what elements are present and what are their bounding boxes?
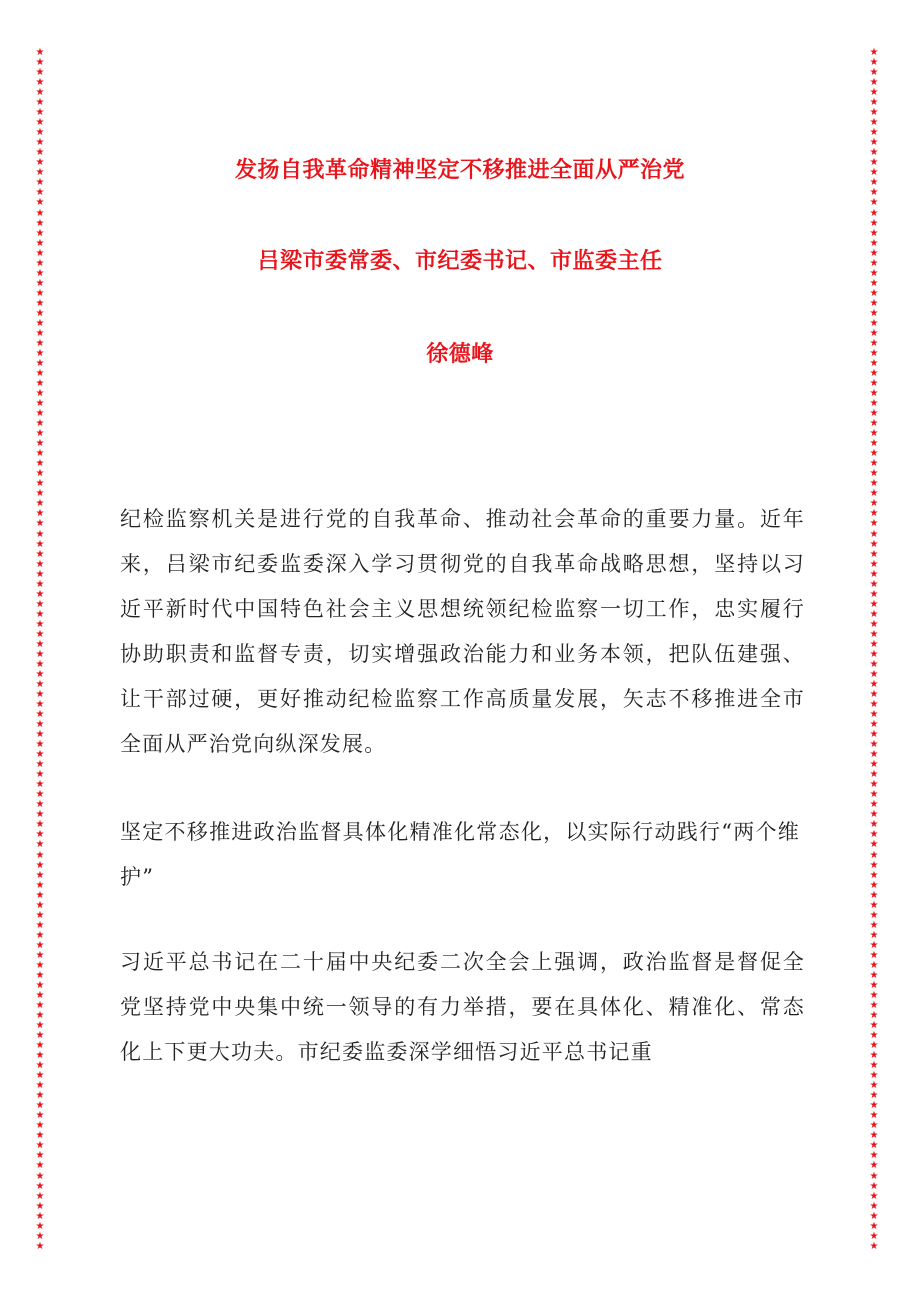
star-icon: ★: [35, 1230, 45, 1242]
star-icon: ★: [35, 989, 45, 1001]
star-icon: ★: [869, 1020, 879, 1032]
star-icon: ★: [35, 869, 45, 881]
star-icon: ★: [35, 197, 45, 209]
star-icon: ★: [869, 999, 879, 1011]
star-icon: ★: [35, 819, 45, 831]
star-icon: ★: [35, 1070, 45, 1082]
star-icon: ★: [869, 368, 879, 379]
star-icon: ★: [35, 267, 45, 279]
star-icon: ★: [869, 337, 879, 349]
star-icon: ★: [869, 628, 879, 640]
star-icon: ★: [35, 468, 45, 480]
star-icon: ★: [869, 1130, 879, 1142]
star-icon: ★: [35, 1210, 45, 1222]
star-icon: ★: [35, 428, 45, 440]
star-icon: ★: [35, 939, 45, 951]
star-icon: ★: [35, 97, 45, 109]
star-icon: ★: [869, 297, 879, 309]
star-icon: ★: [869, 478, 879, 490]
star-icon: ★: [869, 87, 879, 99]
star-icon: ★: [35, 297, 45, 309]
star-icon: ★: [35, 799, 45, 811]
star-icon: ★: [869, 969, 879, 981]
star-icon: ★: [869, 177, 879, 189]
star-icon: ★: [869, 388, 879, 400]
star-icon: ★: [35, 107, 45, 119]
star-icon: ★: [35, 1100, 45, 1112]
star-icon: ★: [869, 608, 879, 620]
star-icon: ★: [35, 548, 45, 560]
star-icon: ★: [869, 277, 879, 289]
star-icon: ★: [869, 257, 879, 269]
star-icon: ★: [869, 829, 879, 841]
star-icon: ★: [869, 1160, 879, 1172]
star-icon: ★: [869, 398, 879, 410]
star-icon: ★: [869, 357, 879, 369]
star-icon: ★: [869, 488, 879, 500]
star-icon: ★: [869, 1120, 879, 1132]
star-icon: ★: [869, 749, 879, 761]
star-icon: ★: [869, 839, 879, 851]
star-icon: ★: [35, 1120, 45, 1132]
star-icon: ★: [35, 438, 45, 450]
star-icon: ★: [869, 939, 879, 951]
star-icon: ★: [869, 187, 879, 199]
star-icon: ★: [35, 127, 45, 139]
star-icon: ★: [35, 378, 45, 390]
star-icon: ★: [869, 77, 879, 89]
star-icon: ★: [869, 347, 879, 359]
star-icon: ★: [869, 1170, 879, 1182]
star-icon: ★: [35, 257, 45, 269]
star-icon: ★: [35, 668, 45, 680]
star-icon: ★: [869, 1210, 879, 1222]
star-icon: ★: [869, 518, 879, 530]
star-icon: ★: [35, 1240, 45, 1252]
star-icon: ★: [35, 719, 45, 731]
star-icon: ★: [35, 488, 45, 500]
star-icon: ★: [35, 1030, 45, 1042]
star-icon: ★: [35, 347, 45, 359]
star-icon: ★: [869, 889, 879, 901]
star-icon: ★: [869, 538, 879, 550]
star-icon: ★: [35, 588, 45, 600]
star-icon: ★: [869, 1050, 879, 1062]
star-icon: ★: [35, 448, 45, 460]
star-icon: ★: [35, 959, 45, 971]
star-icon: ★: [35, 558, 45, 570]
star-icon: ★: [869, 809, 879, 821]
star-icon: ★: [869, 1140, 879, 1152]
star-icon: ★: [869, 929, 879, 941]
star-icon: ★: [869, 167, 879, 179]
star-icon: ★: [869, 919, 879, 931]
star-icon: ★: [35, 769, 45, 781]
star-icon: ★: [35, 368, 45, 379]
star-icon: ★: [35, 498, 45, 510]
star-icon: ★: [35, 227, 45, 239]
star-icon: ★: [35, 418, 45, 430]
star-icon: ★: [869, 207, 879, 219]
star-icon: ★: [869, 1070, 879, 1082]
star-icon: ★: [35, 1130, 45, 1142]
star-icon: ★: [869, 1220, 879, 1232]
star-icon: ★: [869, 127, 879, 139]
star-icon: ★: [35, 167, 45, 179]
star-icon: ★: [35, 568, 45, 580]
star-icon: ★: [869, 789, 879, 801]
star-icon: ★: [869, 1060, 879, 1072]
star-icon: ★: [35, 628, 45, 640]
star-icon: ★: [869, 317, 879, 329]
star-icon: ★: [35, 48, 45, 58]
star-icon: ★: [869, 287, 879, 299]
star-icon: ★: [869, 117, 879, 129]
star-icon: ★: [35, 618, 45, 630]
star-icon: ★: [869, 137, 879, 149]
star-icon: ★: [35, 217, 45, 229]
star-icon: ★: [869, 458, 879, 470]
star-icon: ★: [35, 849, 45, 861]
star-icon: ★: [35, 1110, 45, 1122]
star-icon: ★: [35, 147, 45, 159]
star-icon: ★: [869, 227, 879, 239]
star-icon: ★: [35, 177, 45, 189]
star-icon: ★: [35, 77, 45, 89]
star-icon: ★: [35, 678, 45, 690]
star-icon: ★: [35, 247, 45, 259]
star-icon: ★: [869, 588, 879, 600]
star-icon: ★: [869, 508, 879, 520]
star-icon: ★: [35, 327, 45, 339]
star-icon: ★: [869, 558, 879, 570]
body-paragraph-1: 纪检监察机关是进行党的自我革命、推动社会革命的重要力量。近年来，吕梁市纪委监委深入学习贯彻党的自我革命战略思想，坚持以习近平新时代中国特色社会主义思想统领纪检监察一切工作，忠实履行协助职责和监督专责，切实增强政治能力和业务本领，把队伍建强、让干部过硬，更好推动纪检监察工作高质量发展，矢志不移推进全市全面从严治党向纵深发展。: [120, 507, 805, 756]
star-icon: ★: [35, 1170, 45, 1182]
star-icon: ★: [35, 287, 45, 299]
star-icon: ★: [35, 1080, 45, 1092]
star-icon: ★: [869, 909, 879, 921]
star-icon: ★: [35, 67, 45, 79]
star-icon: ★: [35, 408, 45, 420]
star-icon: ★: [869, 97, 879, 109]
left-star-border: [34, 48, 46, 1253]
star-icon: ★: [869, 1190, 879, 1202]
star-icon: ★: [35, 899, 45, 911]
star-icon: ★: [869, 1110, 879, 1122]
star-icon: ★: [869, 1090, 879, 1102]
star-icon: ★: [35, 709, 45, 721]
star-icon: ★: [869, 709, 879, 721]
star-icon: ★: [869, 989, 879, 1001]
star-icon: ★: [35, 739, 45, 751]
star-icon: ★: [869, 1030, 879, 1042]
star-icon: ★: [35, 658, 45, 670]
star-icon: ★: [869, 57, 879, 69]
star-icon: ★: [35, 187, 45, 199]
star-icon: ★: [35, 689, 45, 700]
star-icon: ★: [869, 899, 879, 911]
star-icon: ★: [35, 1010, 45, 1021]
star-icon: ★: [869, 678, 879, 690]
star-icon: ★: [869, 1040, 879, 1052]
star-icon: ★: [35, 829, 45, 841]
star-icon: ★: [869, 769, 879, 781]
star-icon: ★: [35, 919, 45, 931]
star-icon: ★: [869, 879, 879, 891]
star-icon: ★: [869, 1010, 879, 1021]
star-icon: ★: [35, 608, 45, 620]
star-icon: ★: [35, 779, 45, 791]
star-icon: ★: [869, 237, 879, 249]
star-icon: ★: [869, 548, 879, 560]
right-star-border: [868, 48, 880, 1253]
star-icon: ★: [869, 739, 879, 751]
star-icon: ★: [869, 719, 879, 731]
star-icon: ★: [869, 819, 879, 831]
star-icon: ★: [869, 799, 879, 811]
star-icon: ★: [35, 839, 45, 851]
star-icon: ★: [35, 528, 45, 540]
star-icon: ★: [35, 398, 45, 410]
star-icon: ★: [35, 508, 45, 520]
star-icon: ★: [35, 1050, 45, 1062]
star-icon: ★: [35, 598, 45, 610]
star-icon: ★: [869, 568, 879, 580]
star-icon: ★: [35, 809, 45, 821]
star-icon: ★: [35, 949, 45, 961]
star-icon: ★: [35, 87, 45, 99]
star-icon: ★: [869, 1200, 879, 1212]
star-icon: ★: [35, 999, 45, 1011]
star-icon: ★: [35, 889, 45, 901]
star-icon: ★: [35, 478, 45, 490]
star-icon: ★: [869, 468, 879, 480]
star-icon: ★: [869, 528, 879, 540]
star-icon: ★: [35, 317, 45, 329]
star-icon: ★: [869, 648, 879, 660]
star-icon: ★: [869, 759, 879, 771]
body-paragraph-2: 习近平总书记在二十届中央纪委二次全会上强调，政治监督是督促全党坚持党中央集中统一领导的有力举措，要在具体化、精准化、常态化上下更大功夫。市纪委监委深学细悟习近平总书记重: [120, 950, 805, 1064]
star-icon: ★: [35, 337, 45, 349]
star-icon: ★: [35, 1200, 45, 1212]
star-icon: ★: [869, 689, 879, 700]
star-icon: ★: [35, 909, 45, 921]
star-icon: ★: [35, 307, 45, 319]
star-icon: ★: [35, 1220, 45, 1232]
star-icon: ★: [869, 1240, 879, 1252]
star-icon: ★: [35, 1190, 45, 1202]
star-icon: ★: [35, 929, 45, 941]
star-icon: ★: [35, 699, 45, 711]
star-icon: ★: [869, 498, 879, 510]
star-icon: ★: [35, 538, 45, 550]
star-icon: ★: [35, 759, 45, 771]
star-icon: ★: [869, 959, 879, 971]
star-icon: ★: [869, 658, 879, 670]
star-icon: ★: [35, 458, 45, 470]
star-icon: ★: [869, 67, 879, 79]
star-icon: ★: [35, 1180, 45, 1192]
document-title: 发扬自我革命精神坚定不移推进全面从严治党: [234, 157, 685, 183]
star-icon: ★: [35, 648, 45, 660]
star-icon: ★: [35, 789, 45, 801]
star-icon: ★: [869, 779, 879, 791]
star-icon: ★: [35, 1020, 45, 1032]
star-icon: ★: [35, 207, 45, 219]
star-icon: ★: [869, 1100, 879, 1112]
star-icon: ★: [35, 969, 45, 981]
star-icon: ★: [35, 388, 45, 400]
star-icon: ★: [35, 1140, 45, 1152]
star-icon: ★: [869, 267, 879, 279]
star-icon: ★: [869, 1180, 879, 1192]
star-icon: ★: [869, 979, 879, 991]
star-icon: ★: [35, 1060, 45, 1072]
star-icon: ★: [869, 48, 879, 58]
star-icon: ★: [869, 147, 879, 159]
star-icon: ★: [869, 578, 879, 590]
star-icon: ★: [869, 1150, 879, 1162]
star-icon: ★: [35, 137, 45, 149]
star-icon: ★: [35, 749, 45, 761]
star-icon: ★: [869, 157, 879, 169]
star-icon: ★: [35, 57, 45, 69]
star-icon: ★: [35, 729, 45, 741]
star-icon: ★: [869, 869, 879, 881]
star-icon: ★: [869, 849, 879, 861]
star-icon: ★: [869, 408, 879, 420]
author-position: 吕梁市委常委、市纪委书记、市监委主任: [257, 248, 663, 274]
star-icon: ★: [869, 699, 879, 711]
star-icon: ★: [869, 307, 879, 319]
star-icon: ★: [35, 357, 45, 369]
star-icon: ★: [869, 107, 879, 119]
star-icon: ★: [35, 859, 45, 871]
star-icon: ★: [35, 578, 45, 590]
star-icon: ★: [869, 438, 879, 450]
section-heading: 坚定不移推进政治监督具体化精准化常态化，以实际行动践行“两个维护”: [120, 820, 800, 889]
star-icon: ★: [869, 668, 879, 680]
star-icon: ★: [35, 1150, 45, 1162]
star-icon: ★: [869, 217, 879, 229]
star-icon: ★: [869, 428, 879, 440]
star-icon: ★: [869, 618, 879, 630]
star-icon: ★: [869, 729, 879, 741]
star-icon: ★: [35, 117, 45, 129]
star-icon: ★: [869, 859, 879, 871]
star-icon: ★: [35, 157, 45, 169]
star-icon: ★: [869, 247, 879, 259]
star-icon: ★: [869, 949, 879, 961]
star-icon: ★: [35, 277, 45, 289]
author-name: 徐德峰: [426, 341, 494, 367]
star-icon: ★: [869, 638, 879, 650]
star-icon: ★: [869, 598, 879, 610]
star-icon: ★: [35, 518, 45, 530]
star-icon: ★: [35, 1090, 45, 1102]
star-icon: ★: [869, 197, 879, 209]
star-icon: ★: [869, 418, 879, 430]
star-icon: ★: [35, 1160, 45, 1172]
star-icon: ★: [35, 879, 45, 891]
star-icon: ★: [35, 1040, 45, 1052]
star-icon: ★: [35, 979, 45, 991]
star-icon: ★: [869, 448, 879, 460]
star-icon: ★: [35, 237, 45, 249]
star-icon: ★: [869, 1230, 879, 1242]
star-icon: ★: [869, 378, 879, 390]
star-icon: ★: [869, 327, 879, 339]
star-icon: ★: [35, 638, 45, 650]
star-icon: ★: [869, 1080, 879, 1092]
